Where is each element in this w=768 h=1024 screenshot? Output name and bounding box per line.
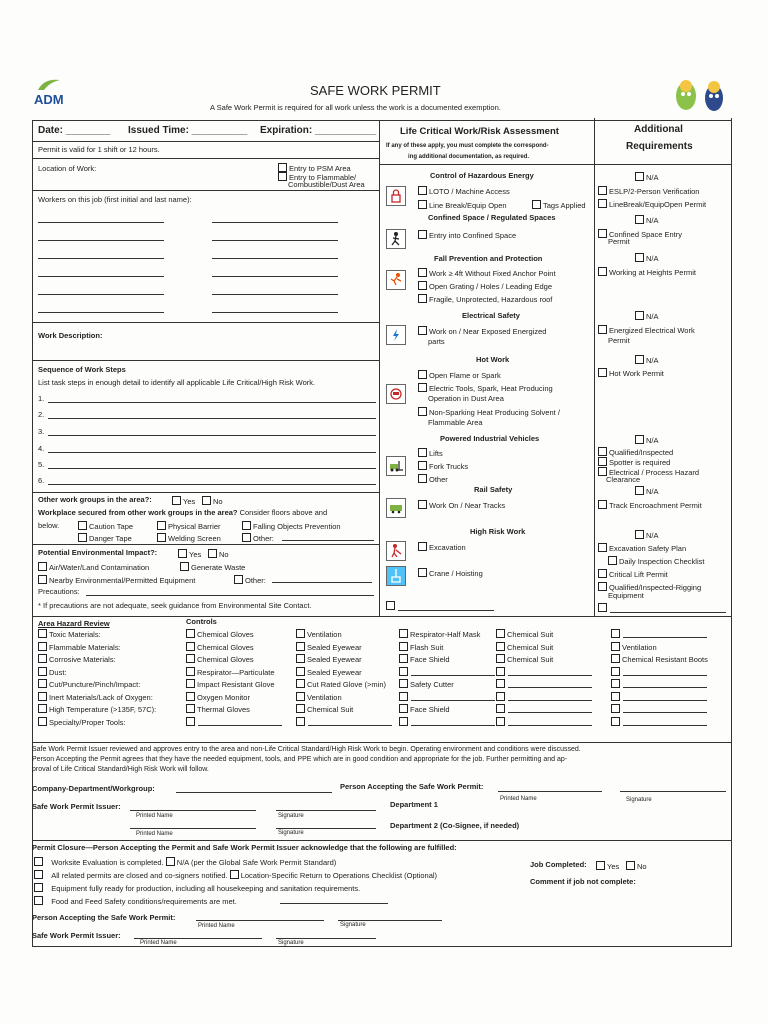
fall-anchor-checkbox[interactable]: Work ≥ 4ft Without Fixed Anchor Point xyxy=(418,268,556,278)
spotter-checkbox[interactable]: Spotter is required xyxy=(598,457,670,467)
blank-line xyxy=(623,687,707,688)
hazard-row-checkbox[interactable]: Flammable Materials: xyxy=(38,642,121,652)
control-checkbox[interactable]: Chemical Gloves xyxy=(186,654,254,664)
blank-line xyxy=(508,700,592,701)
lock-icon xyxy=(386,186,406,206)
blank-line xyxy=(623,637,707,638)
critical-lift-checkbox[interactable]: Critical Lift Permit xyxy=(598,569,668,579)
tags-applied-checkbox[interactable]: Tags Applied xyxy=(532,200,586,210)
electric-tools-checkbox[interactable]: Electric Tools, Spark, Heat Producing xyxy=(418,383,553,393)
printed-name-label-1: Printed Name xyxy=(500,796,537,802)
na-confined[interactable]: N/A xyxy=(635,215,659,225)
non-sparking-checkbox[interactable]: Non-Sparking Heat Producing Solvent / xyxy=(418,407,560,417)
env-no[interactable]: No xyxy=(208,549,229,559)
hazardous-energy-title: Control of Hazardous Energy xyxy=(430,171,534,180)
excavation-icon xyxy=(386,541,406,561)
linebreak-permit-checkbox[interactable]: LineBreak/EquipOpen Permit xyxy=(598,199,706,209)
control-checkbox[interactable]: Sealed Eyewear xyxy=(296,667,362,677)
control-checkbox[interactable]: Oxygen Monitor xyxy=(186,692,250,702)
additional-title-2: Requirements xyxy=(626,141,693,152)
flammable-checkbox[interactable]: Entry to Flammable/ xyxy=(278,172,356,182)
env-other-checkbox[interactable]: Other: xyxy=(234,575,266,585)
excavation-checkbox[interactable]: Excavation xyxy=(418,542,466,552)
welding-icon xyxy=(386,384,406,404)
control-checkbox[interactable]: Face Shield xyxy=(399,704,450,714)
hazard-row-checkbox[interactable]: High Temperature (>135F, 57C): xyxy=(38,704,156,714)
closure-issuer-label: Safe Work Permit Issuer: xyxy=(32,931,121,940)
location-label: Location of Work: xyxy=(38,164,97,173)
na-vehicles[interactable]: N/A xyxy=(635,435,659,445)
control-checkbox[interactable] xyxy=(496,679,507,689)
blank-line xyxy=(411,725,495,726)
confined-permit-label: Permit xyxy=(608,237,630,246)
control-checkbox[interactable]: Chemical Suit xyxy=(496,654,553,664)
hot-work-title: Hot Work xyxy=(476,355,510,364)
elec-hazard-checkbox[interactable]: Electrical / Process Hazard xyxy=(598,467,699,477)
blank-line xyxy=(623,675,707,676)
fall-prevention-title: Fall Prevention and Protection xyxy=(434,254,543,263)
signature-label-2: Signature xyxy=(278,813,304,819)
control-checkbox[interactable]: Sealed Eyewear xyxy=(296,654,362,664)
hazard-row-checkbox[interactable]: Corrosive Materials: xyxy=(38,654,116,664)
elec-hazard-label: Clearance xyxy=(606,475,641,484)
track-permit-checkbox[interactable]: Track Encroachment Permit xyxy=(598,500,702,510)
blank-line xyxy=(623,725,707,726)
rigging-checkbox[interactable]: Qualified/Inspected-Rigging xyxy=(598,582,701,592)
right-blank-checkbox[interactable] xyxy=(598,603,609,613)
other-vehicle-checkbox[interactable]: Other xyxy=(418,474,448,484)
mascot-icon xyxy=(670,74,732,123)
control-checkbox[interactable] xyxy=(496,667,507,677)
date-field[interactable]: Date: ________ xyxy=(38,125,111,136)
elec-permit-label: Permit xyxy=(608,336,630,345)
qualified-checkbox[interactable]: Qualified/Inspected xyxy=(598,447,673,457)
valid-note: Permit is valid for 1 shift or 12 hours. xyxy=(38,145,160,154)
control-checkbox[interactable] xyxy=(611,692,622,702)
expiration-field[interactable]: Expiration: ___________ xyxy=(260,125,377,136)
below-label: below. xyxy=(38,521,60,530)
forklift-icon xyxy=(386,456,406,476)
other-groups-no[interactable]: No xyxy=(202,496,223,506)
job-completed-label: Job Completed: xyxy=(530,860,587,869)
lifts-checkbox[interactable]: Lifts xyxy=(418,448,443,458)
closure-item-4[interactable]: Food and Feed Safety conditions/requirements are met. xyxy=(34,896,237,906)
control-checkbox[interactable]: Ventilation xyxy=(296,692,342,702)
closure-item-1[interactable]: Worksite Evaluation is completed. N/A (per the Global Safe Work Permit Standard) xyxy=(34,857,336,867)
flammable-label-2: Combustible/Dust Area xyxy=(288,180,365,189)
approval-text-2: Person Accepting the Permit agrees that they have the needed equipment, tools, and PPE which are in good condition and appropriate for the job. Further permitting and ap- xyxy=(32,756,568,763)
person-accepting-label: Person Accepting the Safe Work Permit: xyxy=(340,782,484,791)
step-4: 4. xyxy=(38,444,45,453)
control-checkbox[interactable] xyxy=(611,717,622,727)
secured-label: Workplace secured from other work groups in the area? Consider floors above and xyxy=(38,508,328,517)
psm-checkbox[interactable]: Entry to PSM Area xyxy=(278,163,351,173)
life-critical-note-2: ing additional documentation, as required. xyxy=(408,154,530,160)
control-checkbox[interactable] xyxy=(399,692,410,702)
blank-line xyxy=(198,725,282,726)
closure-signature-1: Signature xyxy=(340,922,366,928)
crane-checkbox[interactable]: Crane / Hoisting xyxy=(418,568,483,578)
closure-signature-2: Signature xyxy=(278,940,304,946)
logo-text: ADM xyxy=(34,92,64,107)
confined-permit-checkbox[interactable]: Confined Space Entry xyxy=(598,229,682,239)
dept-1-label: Department 1 xyxy=(390,800,438,809)
page-subtitle: A Safe Work Permit is required for all work unless the work is a documented exemption. xyxy=(210,103,501,112)
signature-label-1: Signature xyxy=(626,797,652,803)
sequence-desc: List task steps in enough detail to identify all applicable Life Critical/High Risk Work. xyxy=(38,378,316,387)
control-checkbox[interactable] xyxy=(399,667,410,677)
blank-line xyxy=(508,712,592,713)
control-checkbox[interactable] xyxy=(611,629,622,639)
na-rail[interactable]: N/A xyxy=(635,486,659,496)
closure-title: Permit Closure—Person Accepting the Permit and Safe Work Permit Issuer acknowledge that the following are fulfilled: xyxy=(32,843,457,852)
sequence-title: Sequence of Work Steps xyxy=(38,365,126,374)
high-risk-title: High Risk Work xyxy=(470,527,526,536)
na-fall[interactable]: N/A xyxy=(635,253,659,263)
tracks-checkbox[interactable]: Work On / Near Tracks xyxy=(418,500,505,510)
entry-confined-checkbox[interactable]: Entry into Confined Space xyxy=(418,230,516,240)
closure-printed-2: Printed Name xyxy=(140,940,177,946)
control-checkbox[interactable]: Chemical Resistant Boots xyxy=(611,654,708,664)
job-no-checkbox[interactable]: No xyxy=(626,861,647,871)
blank-line xyxy=(623,700,707,701)
na-high-risk[interactable]: N/A xyxy=(635,530,659,540)
env-impact-label: Potential Environmental Impact?: xyxy=(38,548,158,557)
other-checkbox[interactable]: Other: xyxy=(242,533,274,543)
control-checkbox[interactable]: Chemical Suit xyxy=(496,629,553,639)
line-break-checkbox[interactable]: Line Break/Equip Open xyxy=(418,200,507,210)
precaution-note: * If precautions are not adequate, seek guidance from Environmental Site Contact. xyxy=(38,601,312,610)
dept-2-label: Department 2 (Co-Signee, if needed) xyxy=(390,821,520,830)
other-groups-label: Other work groups in the area?: xyxy=(38,495,152,504)
middle-blank-checkbox[interactable] xyxy=(386,601,397,611)
blank-line xyxy=(508,687,592,688)
hazard-row-checkbox[interactable]: Cut/Puncture/Pinch/Impact: xyxy=(38,679,140,689)
step-2: 2. xyxy=(38,410,45,419)
blank-line xyxy=(623,712,707,713)
hazard-row-checkbox[interactable]: Dust: xyxy=(38,667,67,677)
control-checkbox[interactable]: Respirator-Half Mask xyxy=(399,629,480,639)
fall-icon xyxy=(386,270,406,290)
hazard-row-checkbox[interactable]: Inert Materials/Lack of Oxygen: xyxy=(38,692,153,702)
excavation-plan-checkbox[interactable]: Excavation Safety Plan xyxy=(598,543,686,553)
danger-tape-checkbox[interactable]: Danger Tape xyxy=(78,533,132,543)
area-hazard-title: Area Hazard Review xyxy=(38,619,110,628)
physical-barrier-checkbox[interactable]: Physical Barrier xyxy=(157,521,221,531)
open-flame-checkbox[interactable]: Open Flame or Spark xyxy=(418,370,501,380)
comment-label: Comment if job not complete: xyxy=(530,877,636,886)
blank-line xyxy=(411,700,495,701)
control-checkbox[interactable]: Chemical Suit xyxy=(296,704,353,714)
printed-name-label-3: Printed Name xyxy=(136,831,173,837)
page-title: SAFE WORK PERMIT xyxy=(310,83,441,98)
precautions-label: Precautions: xyxy=(38,587,80,596)
job-yes-checkbox[interactable]: Yes xyxy=(596,861,619,871)
additional-title-1: Additional xyxy=(634,124,683,135)
generate-waste-checkbox[interactable]: Generate Waste xyxy=(180,562,245,572)
closure-person-label: Person Accepting the Safe Work Permit: xyxy=(32,913,176,922)
step-5: 5. xyxy=(38,460,45,469)
approval-text-1: Safe Work Permit Issuer reviewed and approves entry to the area and non-Life Critical Standard/High Risk Work to begin. Operating environment and conditions were discussed. xyxy=(32,746,581,753)
control-checkbox[interactable] xyxy=(611,704,622,714)
life-critical-note-1: If any of these apply, you must complete the correspond- xyxy=(386,143,549,149)
confined-space-title: Confined Space / Regulated Spaces xyxy=(428,213,556,222)
closure-printed-1: Printed Name xyxy=(198,923,235,929)
welding-screen-checkbox[interactable]: Welding Screen xyxy=(157,533,221,543)
env-yes[interactable]: Yes xyxy=(178,549,201,559)
na-hot[interactable]: N/A xyxy=(635,355,659,365)
fall-grating-checkbox[interactable]: Open Grating / Holes / Leading Edge xyxy=(418,281,552,291)
other-groups-yes[interactable]: Yes xyxy=(172,496,195,506)
work-description-label: Work Description: xyxy=(38,331,103,340)
elec-permit-checkbox[interactable]: Energized Electrical Work xyxy=(598,325,695,335)
issued-time-field[interactable]: Issued Time: __________ xyxy=(128,125,248,136)
hazard-row-checkbox[interactable]: Toxic Materials: xyxy=(38,629,101,639)
control-checkbox[interactable]: Ventilation xyxy=(296,629,342,639)
closure-item-3[interactable]: Equipment fully ready for production, including all housekeeping and sanitation requirements. xyxy=(34,883,360,893)
eslp-checkbox[interactable]: ESLP/2-Person Verification xyxy=(598,186,699,196)
control-checkbox[interactable]: Sealed Eyewear xyxy=(296,642,362,652)
train-icon xyxy=(386,498,406,518)
logo xyxy=(34,78,74,108)
control-checkbox[interactable]: Safety Cutter xyxy=(399,679,454,689)
step-3: 3. xyxy=(38,427,45,436)
life-critical-title: Life Critical Work/Risk Assessment xyxy=(400,126,559,137)
confined-space-icon xyxy=(386,229,406,249)
electrical-parts-label: parts xyxy=(428,337,445,346)
company-label: Company-Department/Workgroup: xyxy=(32,784,155,793)
na-electrical[interactable]: N/A xyxy=(635,311,659,321)
control-checkbox[interactable]: Flash Suit xyxy=(399,642,443,652)
control-checkbox[interactable]: Ventilation xyxy=(611,642,657,652)
rigging-label: Equipment xyxy=(608,591,644,600)
loto-checkbox[interactable]: LOTO / Machine Access xyxy=(418,186,510,196)
vehicles-title: Powered Industrial Vehicles xyxy=(440,434,540,443)
control-checkbox[interactable] xyxy=(611,667,622,677)
closure-item-2[interactable]: All related permits are closed and co-signers notified. Location-Specific Return to Operations Checklist (Optional) xyxy=(34,870,437,880)
control-checkbox[interactable]: Impact Resistant Glove xyxy=(186,679,275,689)
blank-line xyxy=(508,675,592,676)
fall-roof-checkbox[interactable]: Fragile, Unprotected, Hazardous roof xyxy=(418,294,552,304)
crane-icon xyxy=(386,566,406,586)
step-6: 6. xyxy=(38,476,45,485)
falling-objects-checkbox[interactable]: Falling Objects Prevention xyxy=(242,521,341,531)
heights-permit-checkbox[interactable]: Working at Heights Permit xyxy=(598,267,696,277)
lightning-icon xyxy=(386,325,406,345)
control-checkbox[interactable]: Chemical Gloves xyxy=(186,642,254,652)
hot-permit-checkbox[interactable]: Hot Work Permit xyxy=(598,368,664,378)
control-checkbox[interactable]: Thermal Gloves xyxy=(186,704,250,714)
electrical-checkbox[interactable]: Work on / Near Exposed Energized xyxy=(418,326,546,336)
control-checkbox[interactable] xyxy=(296,717,307,727)
na-energy[interactable]: N/A xyxy=(635,172,659,182)
hazard-row-checkbox[interactable]: Specialty/Proper Tools: xyxy=(38,717,126,727)
control-checkbox[interactable]: Cut Rated Glove (>min) xyxy=(296,679,386,689)
controls-title: Controls xyxy=(186,617,217,626)
signature-label-3: Signature xyxy=(278,830,304,836)
control-checkbox[interactable] xyxy=(399,717,410,727)
step-1: 1. xyxy=(38,394,45,403)
control-checkbox[interactable]: Face Shield xyxy=(399,654,450,664)
control-checkbox[interactable] xyxy=(496,717,507,727)
rail-safety-title: Rail Safety xyxy=(474,485,513,494)
control-checkbox[interactable]: Chemical Gloves xyxy=(186,629,254,639)
printed-name-label-2: Printed Name xyxy=(136,813,173,819)
issuer-label: Safe Work Permit Issuer: xyxy=(32,802,121,811)
control-checkbox[interactable]: Chemical Suit xyxy=(496,642,553,652)
nearby-env-checkbox[interactable]: Nearby Environmental/Permitted Equipment xyxy=(38,575,195,585)
approval-text-3: proval of Life Critical Standard/High Risk Work will follow. xyxy=(32,766,209,773)
caution-tape-checkbox[interactable]: Caution Tape xyxy=(78,521,133,531)
blank-line xyxy=(508,725,592,726)
control-checkbox[interactable] xyxy=(496,692,507,702)
workers-label: Workers on this job (first initial and last name): xyxy=(38,195,192,204)
leaf-icon xyxy=(34,78,74,92)
daily-checklist-checkbox[interactable]: Daily Inspection Checklist xyxy=(608,556,704,566)
electrical-safety-title: Electrical Safety xyxy=(462,311,520,320)
fork-trucks-checkbox[interactable]: Fork Trucks xyxy=(418,461,468,471)
control-checkbox[interactable] xyxy=(186,717,197,727)
control-checkbox[interactable]: Respirator—Particulate xyxy=(186,667,275,677)
blank-line xyxy=(308,725,392,726)
dust-area-label: Operation in Dust Area xyxy=(428,394,504,403)
blank-line xyxy=(411,675,495,676)
air-water-checkbox[interactable]: Air/Water/Land Contamination xyxy=(38,562,149,572)
flammable-area-label: Flammable Area xyxy=(428,418,483,427)
control-checkbox[interactable] xyxy=(611,679,622,689)
control-checkbox[interactable] xyxy=(496,704,507,714)
